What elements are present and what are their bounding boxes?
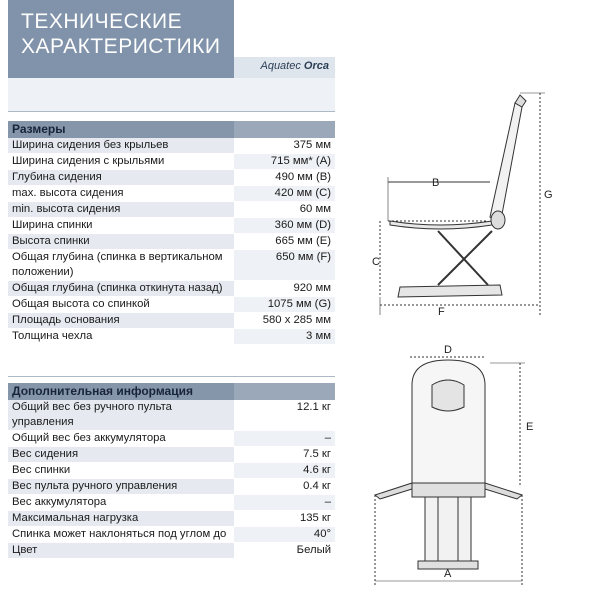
- row-value: 715 мм* (A): [234, 154, 335, 169]
- row-label: Вес пульта ручного управления: [8, 479, 234, 494]
- divider: [8, 376, 335, 377]
- row-label: Площадь основания: [8, 313, 234, 328]
- table-row: [8, 218, 335, 234]
- row-value: 12.1 кг: [234, 400, 335, 430]
- table-row: [8, 186, 335, 202]
- divider: [8, 111, 335, 112]
- section-header-dimensions: Размеры: [8, 121, 335, 138]
- table-row: [8, 479, 335, 495]
- table-row: [8, 297, 335, 313]
- row-label: Вес спинки: [8, 463, 234, 478]
- row-value: 920 мм: [234, 281, 335, 296]
- table-row: [8, 250, 335, 281]
- table-row: [8, 511, 335, 527]
- row-value: Белый: [234, 543, 335, 558]
- row-value: 60 мм: [234, 202, 335, 217]
- dimensions-table: [8, 121, 335, 345]
- table-row: [8, 431, 335, 447]
- table-row: [8, 154, 335, 170]
- row-value: 1075 мм (G): [234, 297, 335, 312]
- page-title: ТЕХНИЧЕСКИЕ ХАРАКТЕРИСТИКИ: [21, 10, 221, 58]
- row-label: Цвет: [8, 543, 234, 558]
- row-label: Вес сидения: [8, 447, 234, 462]
- row-value: 4.6 кг: [234, 463, 335, 478]
- label-d: D: [444, 344, 452, 356]
- row-value: 360 мм (D): [234, 218, 335, 233]
- row-value: 490 мм (B): [234, 170, 335, 185]
- table-row: [8, 329, 335, 345]
- table-row: [8, 495, 335, 511]
- table-row: [8, 170, 335, 186]
- table-row: [8, 527, 335, 543]
- row-value: 650 мм (F): [234, 250, 335, 280]
- row-label: Ширина сидения без крыльев: [8, 138, 234, 153]
- row-label: Общая глубина (спинка откинута назад): [8, 281, 234, 296]
- table-row: [8, 202, 335, 218]
- table-row: [8, 313, 335, 329]
- label-a: A: [444, 568, 452, 580]
- row-label: Общий вес без аккумулятора: [8, 431, 234, 446]
- table-row: [8, 463, 335, 479]
- row-value: 665 мм (E): [234, 234, 335, 249]
- row-label: Глубина сидения: [8, 170, 234, 185]
- row-label: Ширина сидения с крыльями: [8, 154, 234, 169]
- row-value: –: [234, 431, 335, 446]
- row-value: 135 кг: [234, 511, 335, 526]
- row-label: Максимальная нагрузка: [8, 511, 234, 526]
- row-label: Спинка может наклоняться под углом до: [8, 527, 234, 542]
- row-value: 420 мм (C): [234, 186, 335, 201]
- row-value: 3 мм: [234, 329, 335, 344]
- table-row: [8, 400, 335, 431]
- table-row: [8, 281, 335, 297]
- label-b: B: [432, 177, 440, 189]
- label-f: F: [438, 306, 445, 318]
- brand-name: Aquatec Orca: [260, 60, 329, 72]
- row-label: Высота спинки: [8, 234, 234, 249]
- chair-diagram: [340, 85, 560, 590]
- row-label: Общая высота со спинкой: [8, 297, 234, 312]
- row-value: 375 мм: [234, 138, 335, 153]
- row-label: Толщина чехла: [8, 329, 234, 344]
- additional-info-table: [8, 383, 335, 559]
- table-row: [8, 543, 335, 559]
- row-label: Общая глубина (спинка в вертикальном положении): [8, 250, 234, 280]
- table-row: [8, 138, 335, 154]
- row-label: min. высота сидения: [8, 202, 234, 217]
- section-header-additional: Дополнительная информация: [8, 383, 335, 400]
- table-row: [8, 234, 335, 250]
- row-value: 7.5 кг: [234, 447, 335, 462]
- label-g: G: [544, 189, 553, 201]
- row-value: –: [234, 495, 335, 510]
- header-band: [8, 78, 335, 111]
- table-row: [8, 447, 335, 463]
- row-label: Вес аккумулятора: [8, 495, 234, 510]
- row-label: Общий вес без ручного пульта управления: [8, 400, 234, 430]
- label-c: C: [372, 256, 380, 268]
- row-value: 580 x 285 мм: [234, 313, 335, 328]
- label-e: E: [526, 421, 534, 433]
- header-banner: [8, 0, 234, 78]
- row-value: 0.4 кг: [234, 479, 335, 494]
- brand-bar: [234, 57, 335, 78]
- row-value: 40°: [234, 527, 335, 542]
- row-label: Ширина спинки: [8, 218, 234, 233]
- row-label: max. высота сидения: [8, 186, 234, 201]
